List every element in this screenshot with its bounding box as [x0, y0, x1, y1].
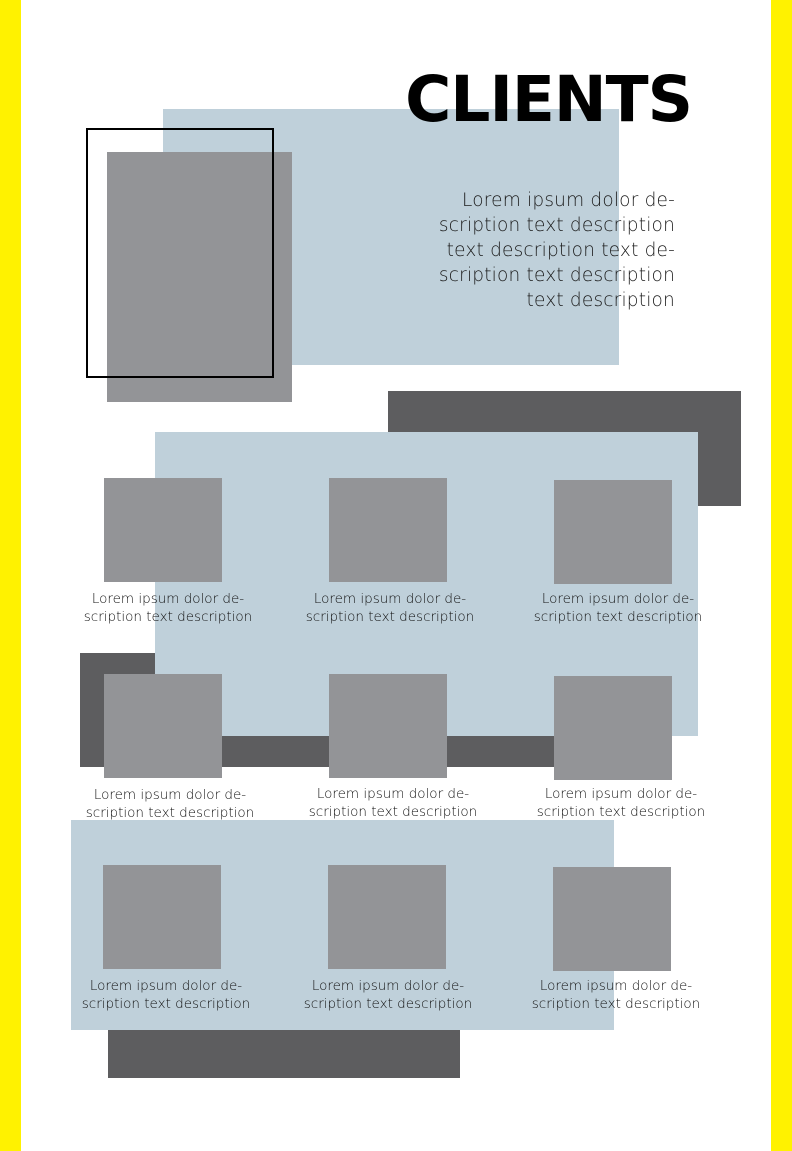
client-logo-placeholder — [553, 867, 671, 971]
right-yellow-bar — [771, 0, 792, 1151]
client-caption: Lorem ipsum dolor de- scription text description — [83, 591, 253, 625]
client-caption: Lorem ipsum dolor de- scription text description — [305, 591, 475, 625]
client-caption: Lorem ipsum dolor de- scription text description — [536, 786, 706, 820]
page-title: CLIENTS — [405, 63, 692, 136]
left-yellow-bar — [0, 0, 21, 1151]
client-logo-placeholder — [328, 865, 446, 969]
intro-paragraph — [400, 188, 675, 313]
client-logo-placeholder — [103, 865, 221, 969]
intro-line: text description — [526, 290, 675, 311]
client-logo-placeholder — [104, 674, 222, 778]
client-caption: Lorem ipsum dolor de- scription text description — [531, 978, 701, 1012]
client-caption: Lorem ipsum dolor de- scription text description — [85, 787, 255, 821]
client-logo-placeholder — [554, 676, 672, 780]
client-logo-placeholder — [329, 674, 447, 778]
intro-line: scription text description — [438, 265, 675, 286]
client-logo-placeholder — [329, 478, 447, 582]
client-caption: Lorem ipsum dolor de- scription text description — [308, 786, 478, 820]
intro-line: scription text description — [438, 215, 675, 236]
dark-block-bottom — [108, 1026, 460, 1078]
client-caption: Lorem ipsum dolor de- scription text description — [81, 978, 251, 1012]
header-photo-frame — [86, 128, 274, 378]
client-logo-placeholder — [104, 478, 222, 582]
intro-line: text description text de- — [446, 240, 675, 261]
client-logo-placeholder — [554, 480, 672, 584]
intro-line: Lorem ipsum dolor de- — [462, 190, 675, 211]
client-caption: Lorem ipsum dolor de- scription text description — [533, 591, 703, 625]
client-caption: Lorem ipsum dolor de- scription text description — [303, 978, 473, 1012]
